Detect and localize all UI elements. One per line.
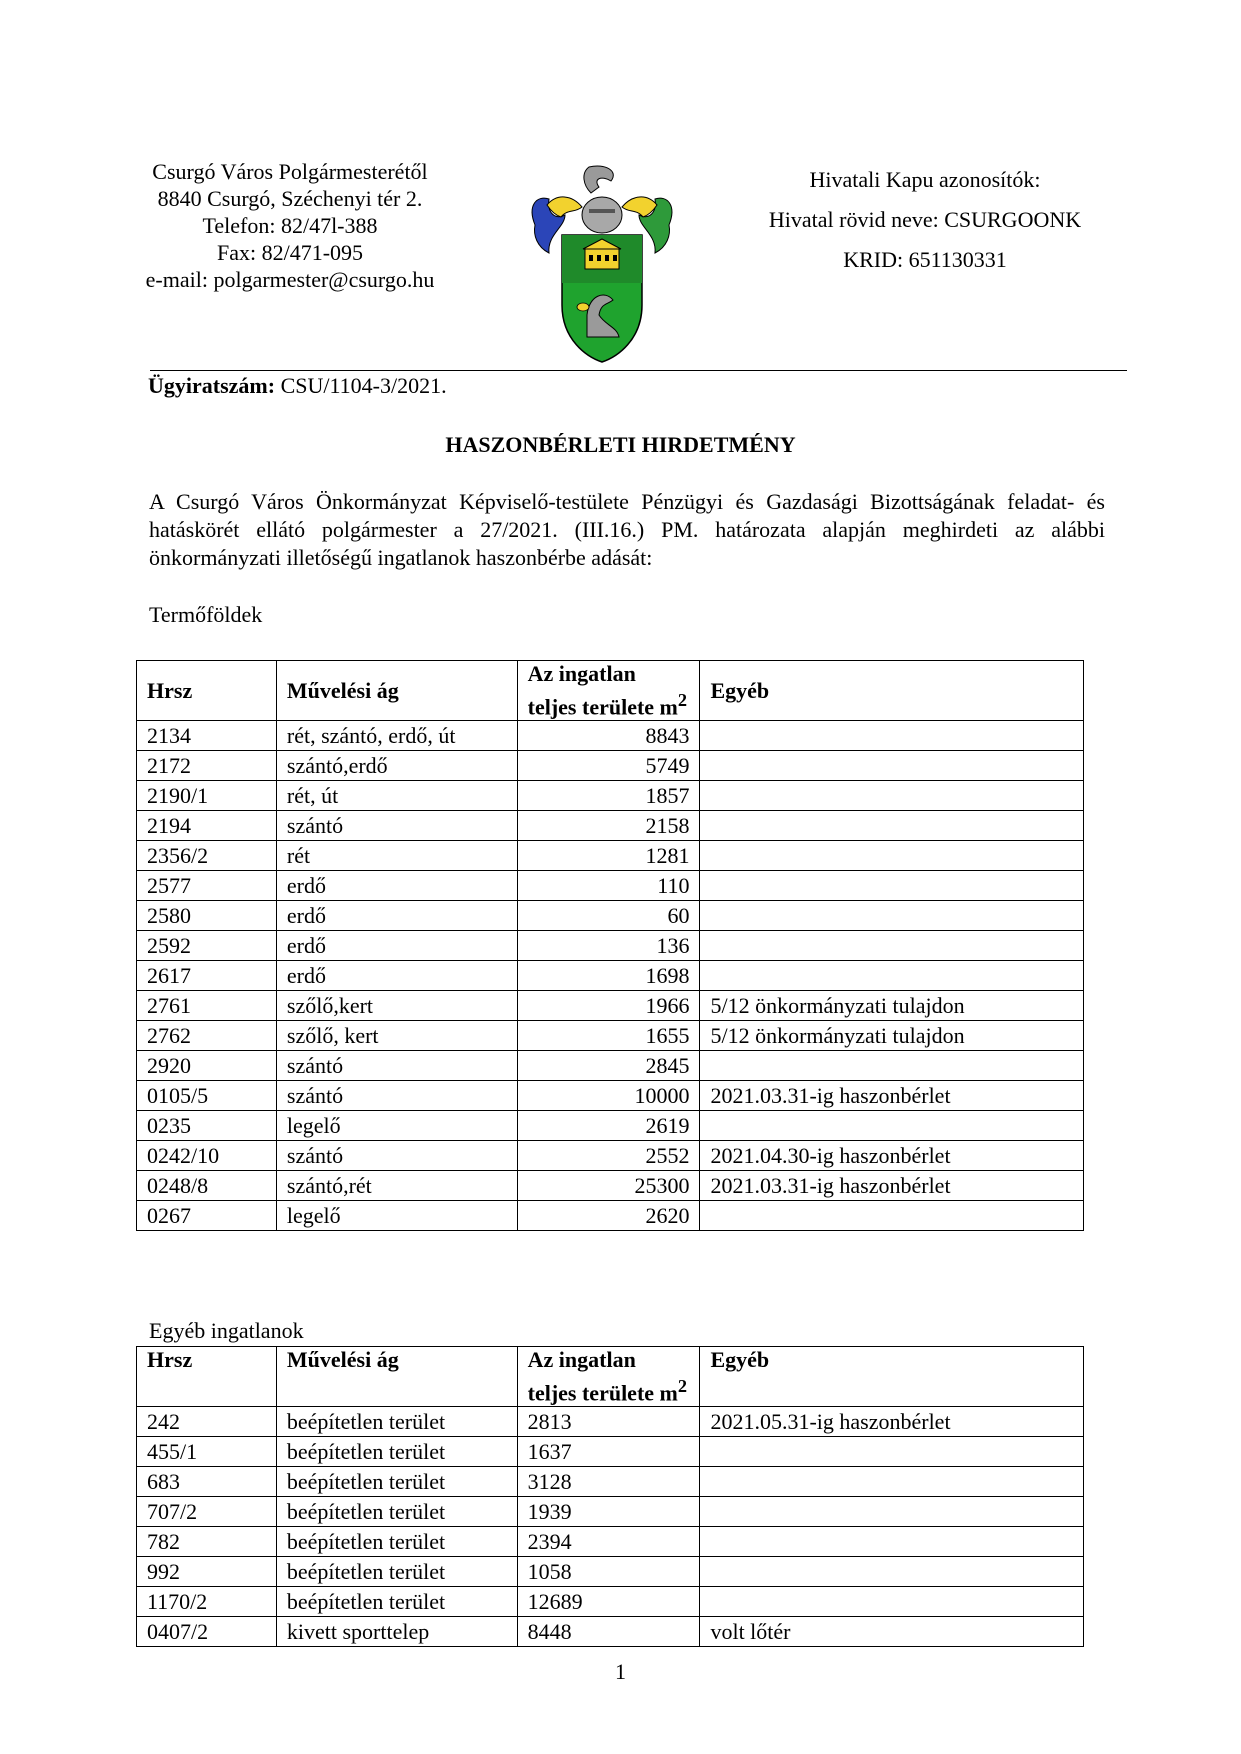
intro-paragraph: A Csurgó Város Önkormányzat Képviselő-testülete Pénzügyi és Gazdasági Bizottságának feladat- és hatáskörét ellátó polgármester a 27/2021. (III.16.) PM. határozata alapján meghirdeti az alábbi önkormányzati illetőségű ingatlanok haszonbérbe adását: <box>149 489 1105 570</box>
sender-address-block <box>130 158 450 293</box>
header-muvelesi-ag: Művelési ág <box>276 661 517 721</box>
gateway-heading: Hivatali Kapu azonosítók: <box>809 167 1041 192</box>
egyeb-cell <box>700 901 1084 931</box>
terulet-cell: 1655 <box>517 1021 700 1051</box>
hrsz-cell: 2920 <box>137 1051 277 1081</box>
hrsz-cell: 2134 <box>137 721 277 751</box>
hrsz-cell: 0235 <box>137 1111 277 1141</box>
header-hrsz: Hrsz <box>137 661 277 721</box>
table-row <box>137 961 1084 991</box>
terulet-cell: 136 <box>517 931 700 961</box>
muvelesi-ag-cell: szántó <box>276 1081 517 1111</box>
hrsz-cell: 2617 <box>137 961 277 991</box>
hrsz-cell: 2762 <box>137 1021 277 1051</box>
header-egyeb: Egyéb <box>700 1347 1084 1407</box>
terulet-cell: 1058 <box>517 1557 700 1587</box>
egyeb-cell <box>700 781 1084 811</box>
table-termofoldek <box>136 660 1084 1231</box>
header-muvelesi-ag: Művelési ág <box>276 1347 517 1407</box>
hrsz-cell: 0267 <box>137 1201 277 1231</box>
table-header-row <box>137 1347 1084 1407</box>
office-short-name: Hivatal rövid neve: CSURGOONK <box>768 207 1082 232</box>
hrsz-cell: 242 <box>137 1407 277 1437</box>
table-row <box>137 1081 1084 1111</box>
muvelesi-ag-cell: erdő <box>276 901 517 931</box>
muvelesi-ag-cell: beépítetlen terület <box>276 1437 517 1467</box>
muvelesi-ag-cell: beépítetlen terület <box>276 1407 517 1437</box>
terulet-cell: 2813 <box>517 1407 700 1437</box>
hrsz-cell: 2172 <box>137 751 277 781</box>
official-gateway-block <box>745 160 1105 280</box>
table-row <box>137 1497 1084 1527</box>
table-row <box>137 1617 1084 1647</box>
hrsz-cell: 2190/1 <box>137 781 277 811</box>
muvelesi-ag-cell: erdő <box>276 871 517 901</box>
table-row <box>137 1557 1084 1587</box>
table-row <box>137 811 1084 841</box>
sender-address: 8840 Csurgó, Széchenyi tér 2. <box>157 186 423 211</box>
hrsz-cell: 707/2 <box>137 1497 277 1527</box>
table-row <box>137 781 1084 811</box>
egyeb-cell <box>700 1557 1084 1587</box>
muvelesi-ag-cell: legelő <box>276 1201 517 1231</box>
table-row <box>137 751 1084 781</box>
egyeb-cell <box>700 1111 1084 1141</box>
egyeb-cell <box>700 841 1084 871</box>
sender-fax: Fax: 82/471-095 <box>216 240 364 265</box>
muvelesi-ag-cell: beépítetlen terület <box>276 1497 517 1527</box>
terulet-cell: 2158 <box>517 811 700 841</box>
muvelesi-ag-cell: rét <box>276 841 517 871</box>
terulet-cell: 1857 <box>517 781 700 811</box>
egyeb-cell <box>700 1497 1084 1527</box>
muvelesi-ag-cell: legelő <box>276 1111 517 1141</box>
terulet-cell: 110 <box>517 871 700 901</box>
hrsz-cell: 0105/5 <box>137 1081 277 1111</box>
terulet-cell: 1637 <box>517 1437 700 1467</box>
egyeb-cell <box>700 811 1084 841</box>
table-row <box>137 1111 1084 1141</box>
terulet-cell: 3128 <box>517 1467 700 1497</box>
hrsz-cell: 2577 <box>137 871 277 901</box>
table-row <box>137 1527 1084 1557</box>
sender-phone: Telefon: 82/47l-388 <box>202 213 378 238</box>
muvelesi-ag-cell: szőlő, kert <box>276 1021 517 1051</box>
egyeb-cell <box>700 871 1084 901</box>
muvelesi-ag-cell: kivett sporttelep <box>276 1617 517 1647</box>
section-label-termofoldek: Termőföldek <box>149 602 263 627</box>
egyeb-cell: 5/12 önkormányzati tulajdon <box>700 1021 1084 1051</box>
table-row <box>137 901 1084 931</box>
terulet-cell: 2552 <box>517 1141 700 1171</box>
case-number-value: CSU/1104-3/2021. <box>275 373 447 398</box>
hrsz-cell: 2580 <box>137 901 277 931</box>
table-row <box>137 991 1084 1021</box>
sender-name: Csurgó Város Polgármesterétől <box>152 159 428 184</box>
terulet-cell: 1939 <box>517 1497 700 1527</box>
hrsz-cell: 2356/2 <box>137 841 277 871</box>
egyeb-cell <box>700 1587 1084 1617</box>
terulet-cell: 8448 <box>517 1617 700 1647</box>
muvelesi-ag-cell: szántó <box>276 1141 517 1171</box>
muvelesi-ag-cell: szántó,erdő <box>276 751 517 781</box>
hrsz-cell: 0407/2 <box>137 1617 277 1647</box>
egyeb-cell: 5/12 önkormányzati tulajdon <box>700 991 1084 1021</box>
egyeb-cell <box>700 1201 1084 1231</box>
terulet-cell: 1966 <box>517 991 700 1021</box>
hrsz-cell: 2194 <box>137 811 277 841</box>
muvelesi-ag-cell: beépítetlen terület <box>276 1467 517 1497</box>
terulet-cell: 5749 <box>517 751 700 781</box>
terulet-cell: 60 <box>517 901 700 931</box>
terulet-cell: 2619 <box>517 1111 700 1141</box>
egyeb-cell <box>700 721 1084 751</box>
krid-number: KRID: 651130331 <box>843 247 1007 272</box>
table-row <box>137 1021 1084 1051</box>
table-row <box>137 1587 1084 1617</box>
hrsz-cell: 2592 <box>137 931 277 961</box>
muvelesi-ag-cell: beépítetlen terület <box>276 1587 517 1617</box>
hrsz-cell: 455/1 <box>137 1437 277 1467</box>
table-egyeb-ingatlanok <box>136 1346 1084 1647</box>
hrsz-cell: 1170/2 <box>137 1587 277 1617</box>
table-row <box>137 1171 1084 1201</box>
egyeb-cell: 2021.05.31-ig haszonbérlet <box>700 1407 1084 1437</box>
terulet-cell: 10000 <box>517 1081 700 1111</box>
hrsz-cell: 683 <box>137 1467 277 1497</box>
header-egyeb: Egyéb <box>700 661 1084 721</box>
terulet-cell: 25300 <box>517 1171 700 1201</box>
hrsz-cell: 2761 <box>137 991 277 1021</box>
terulet-cell: 8843 <box>517 721 700 751</box>
terulet-cell: 2845 <box>517 1051 700 1081</box>
terulet-cell: 12689 <box>517 1587 700 1617</box>
hrsz-cell: 782 <box>137 1527 277 1557</box>
muvelesi-ag-cell: szántó,rét <box>276 1171 517 1201</box>
sender-email: e-mail: polgarmester@csurgo.hu <box>145 267 435 292</box>
hrsz-cell: 992 <box>137 1557 277 1587</box>
egyeb-cell: 2021.03.31-ig haszonbérlet <box>700 1081 1084 1111</box>
egyeb-cell <box>700 1527 1084 1557</box>
terulet-cell: 1698 <box>517 961 700 991</box>
table-row <box>137 721 1084 751</box>
section-label-egyeb-ingatlanok: Egyéb ingatlanok <box>149 1318 304 1343</box>
muvelesi-ag-cell: erdő <box>276 961 517 991</box>
terulet-cell: 2620 <box>517 1201 700 1231</box>
egyeb-cell <box>700 1437 1084 1467</box>
egyeb-cell <box>700 961 1084 991</box>
terulet-cell: 1281 <box>517 841 700 871</box>
egyeb-cell <box>700 1051 1084 1081</box>
header-divider <box>150 370 1127 371</box>
egyeb-cell <box>700 751 1084 781</box>
document-title: HASZONBÉRLETI HIRDETMÉNY <box>445 432 796 457</box>
table-row <box>137 1407 1084 1437</box>
egyeb-cell: 2021.03.31-ig haszonbérlet <box>700 1171 1084 1201</box>
terulet-cell: 2394 <box>517 1527 700 1557</box>
hrsz-cell: 0248/8 <box>137 1171 277 1201</box>
table-row <box>137 1051 1084 1081</box>
table-row <box>137 871 1084 901</box>
coat-of-arms-logo <box>527 165 677 365</box>
muvelesi-ag-cell: erdő <box>276 931 517 961</box>
case-number-label: Ügyiratszám: <box>148 373 276 398</box>
muvelesi-ag-cell: rét, szántó, erdő, út <box>276 721 517 751</box>
muvelesi-ag-cell: szántó <box>276 811 517 841</box>
table-row <box>137 1467 1084 1497</box>
table-row <box>137 1201 1084 1231</box>
header-terulet: Az ingatlan teljes területe $m^2$ <box>517 1347 700 1407</box>
egyeb-cell: volt lőtér <box>700 1617 1084 1647</box>
muvelesi-ag-cell: szőlő,kert <box>276 991 517 1021</box>
muvelesi-ag-cell: beépítetlen terület <box>276 1527 517 1557</box>
header-terulet: Az ingatlan teljes területe $m^2$ <box>517 661 700 721</box>
header-hrsz: Hrsz <box>137 1347 277 1407</box>
case-number <box>148 373 447 399</box>
table-row <box>137 1141 1084 1171</box>
egyeb-cell <box>700 1467 1084 1497</box>
table-row <box>137 841 1084 871</box>
page-number: 1 <box>615 1659 626 1684</box>
muvelesi-ag-cell: beépítetlen terület <box>276 1557 517 1587</box>
hrsz-cell: 0242/10 <box>137 1141 277 1171</box>
table-header-row <box>137 661 1084 721</box>
muvelesi-ag-cell: szántó <box>276 1051 517 1081</box>
table-row <box>137 1437 1084 1467</box>
muvelesi-ag-cell: rét, út <box>276 781 517 811</box>
table-row <box>137 931 1084 961</box>
egyeb-cell <box>700 931 1084 961</box>
egyeb-cell: 2021.04.30-ig haszonbérlet <box>700 1141 1084 1171</box>
